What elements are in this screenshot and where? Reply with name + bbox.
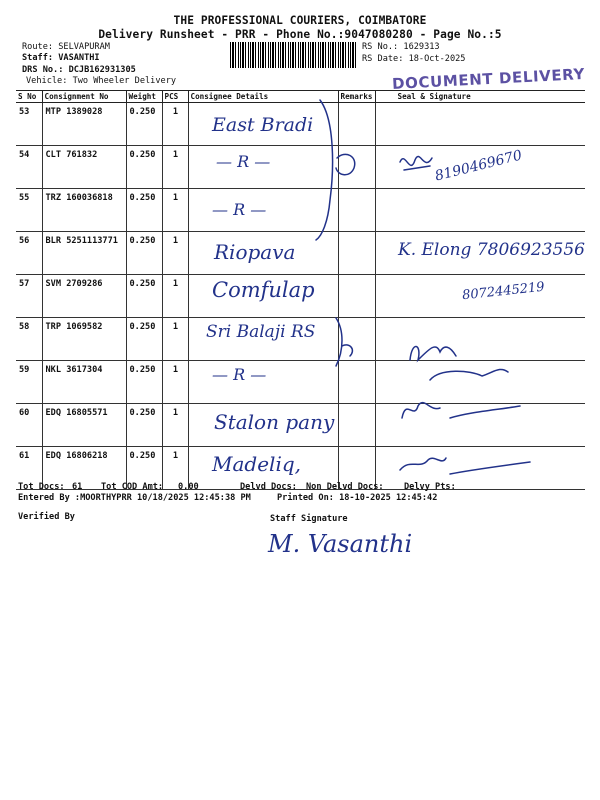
row-pcs: 1 bbox=[162, 232, 188, 275]
row-weight: 0.250 bbox=[126, 189, 162, 232]
row-consignment: TRP 1069582 bbox=[42, 318, 126, 361]
table-header-row bbox=[16, 91, 585, 103]
row-seal bbox=[375, 361, 585, 404]
row-pcs: 1 bbox=[162, 275, 188, 318]
handwritten-consignee: — R — bbox=[212, 200, 267, 219]
non-delvd-docs-label: Non Delvd Docs: bbox=[306, 482, 384, 492]
row-pcs: 1 bbox=[162, 318, 188, 361]
row-weight: 0.250 bbox=[126, 275, 162, 318]
barcode bbox=[230, 42, 356, 68]
rs-date: RS Date: 18-Oct-2025 bbox=[362, 54, 466, 64]
row-sno: 53 bbox=[16, 103, 42, 146]
verified-by-label: Verified By bbox=[18, 512, 75, 522]
rs-number: RS No.: 1629313 bbox=[362, 42, 440, 52]
delvd-docs-label: Delvd Docs: bbox=[240, 482, 297, 492]
entered-by: Entered By :MOORTHYPRR 10/18/2025 12:45:38 PM bbox=[18, 493, 251, 503]
handwritten-consignee: — R — bbox=[216, 152, 271, 171]
table-row bbox=[16, 189, 585, 232]
row-remarks bbox=[338, 404, 375, 447]
row-seal bbox=[375, 404, 585, 447]
row-remarks bbox=[338, 189, 375, 232]
row-weight: 0.250 bbox=[126, 103, 162, 146]
row-sno: 59 bbox=[16, 361, 42, 404]
handwritten-consignee: Sri Balaji RS bbox=[206, 322, 316, 342]
row-weight: 0.250 bbox=[126, 232, 162, 275]
handwritten-phone: 8072445219 bbox=[461, 279, 546, 304]
row-pcs: 1 bbox=[162, 447, 188, 490]
row-consignment: TRZ 160036818 bbox=[42, 189, 126, 232]
handwritten-phone: 8190469670 bbox=[433, 147, 524, 185]
handwritten-consignee: East Bradi bbox=[212, 114, 314, 136]
row-weight: 0.250 bbox=[126, 447, 162, 490]
table-row bbox=[16, 361, 585, 404]
row-remarks bbox=[338, 232, 375, 275]
col-weight: Weight bbox=[126, 91, 162, 103]
staff-signature-label: Staff Signature bbox=[270, 514, 348, 524]
col-pcs: PCS bbox=[162, 91, 188, 103]
drs-number: DRS No.: DCJB162931305 bbox=[22, 65, 136, 75]
tot-docs-value: 61 bbox=[72, 482, 83, 492]
row-seal bbox=[375, 103, 585, 146]
handwritten-consignee: Stalon pany bbox=[214, 410, 335, 434]
row-sno: 57 bbox=[16, 275, 42, 318]
row-consignment: BLR 5251113771 bbox=[42, 232, 126, 275]
row-weight: 0.250 bbox=[126, 146, 162, 189]
row-remarks bbox=[338, 361, 375, 404]
document-delivery-stamp: DOCUMENT DELIVERY bbox=[391, 64, 586, 94]
row-consignment: EDQ 16805571 bbox=[42, 404, 126, 447]
row-sno: 58 bbox=[16, 318, 42, 361]
row-sno: 54 bbox=[16, 146, 42, 189]
row-consignment: EDQ 16806218 bbox=[42, 447, 126, 490]
row-pcs: 1 bbox=[162, 404, 188, 447]
col-seal-signature: Seal & Signature bbox=[375, 91, 585, 103]
row-pcs: 1 bbox=[162, 189, 188, 232]
tot-cod-label: Tot COD Amt: bbox=[101, 482, 164, 492]
row-pcs: 1 bbox=[162, 361, 188, 404]
row-seal bbox=[375, 318, 585, 361]
row-weight: 0.250 bbox=[126, 318, 162, 361]
col-remarks: Remarks bbox=[338, 91, 375, 103]
row-sno: 56 bbox=[16, 232, 42, 275]
printed-on: Printed On: 18-10-2025 12:45:42 bbox=[277, 493, 438, 503]
vehicle: Vehicle: Two Wheeler Delivery bbox=[26, 76, 177, 86]
tot-cod-value: 0.00 bbox=[178, 482, 199, 492]
row-seal bbox=[375, 189, 585, 232]
row-remarks bbox=[338, 103, 375, 146]
route: Route: SELVAPURAM bbox=[22, 42, 110, 52]
handwritten-consignee: Riopava bbox=[214, 240, 296, 264]
company-name: THE PROFESSIONAL COURIERS, COIMBATORE bbox=[173, 14, 427, 27]
col-sno: S No bbox=[16, 91, 42, 103]
row-pcs: 1 bbox=[162, 146, 188, 189]
row-sno: 55 bbox=[16, 189, 42, 232]
row-consignment: MTP 1389028 bbox=[42, 103, 126, 146]
handwritten-consignee: Madeliq, bbox=[212, 452, 301, 476]
staff-name: Staff: VASANTHI bbox=[22, 53, 100, 63]
row-sno: 60 bbox=[16, 404, 42, 447]
row-sno: 61 bbox=[16, 447, 42, 490]
row-pcs: 1 bbox=[162, 103, 188, 146]
row-weight: 0.250 bbox=[126, 361, 162, 404]
tot-docs-label: Tot Docs: bbox=[18, 482, 65, 492]
col-consignee: Consignee Details bbox=[188, 91, 338, 103]
delvy-pts-label: Delvy Pts: bbox=[404, 482, 456, 492]
row-consignment: NKL 3617304 bbox=[42, 361, 126, 404]
row-consignment: SVM 2709286 bbox=[42, 275, 126, 318]
runsheet-subtitle: Delivery Runsheet - PRR - Phone No.:9047080280 - Page No.:5 bbox=[98, 28, 502, 41]
handwritten-consignee: Comfulap bbox=[212, 278, 315, 302]
handwritten-signature: K. Elong 7806923556 bbox=[398, 240, 585, 260]
row-remarks bbox=[338, 146, 375, 189]
row-remarks bbox=[338, 318, 375, 361]
row-remarks bbox=[338, 275, 375, 318]
row-weight: 0.250 bbox=[126, 404, 162, 447]
handwritten-consignee: — R — bbox=[212, 365, 267, 384]
staff-signature: M. Vasanthi bbox=[268, 530, 413, 558]
col-consignment: Consignment No bbox=[42, 91, 126, 103]
row-consignment: CLT 761832 bbox=[42, 146, 126, 189]
